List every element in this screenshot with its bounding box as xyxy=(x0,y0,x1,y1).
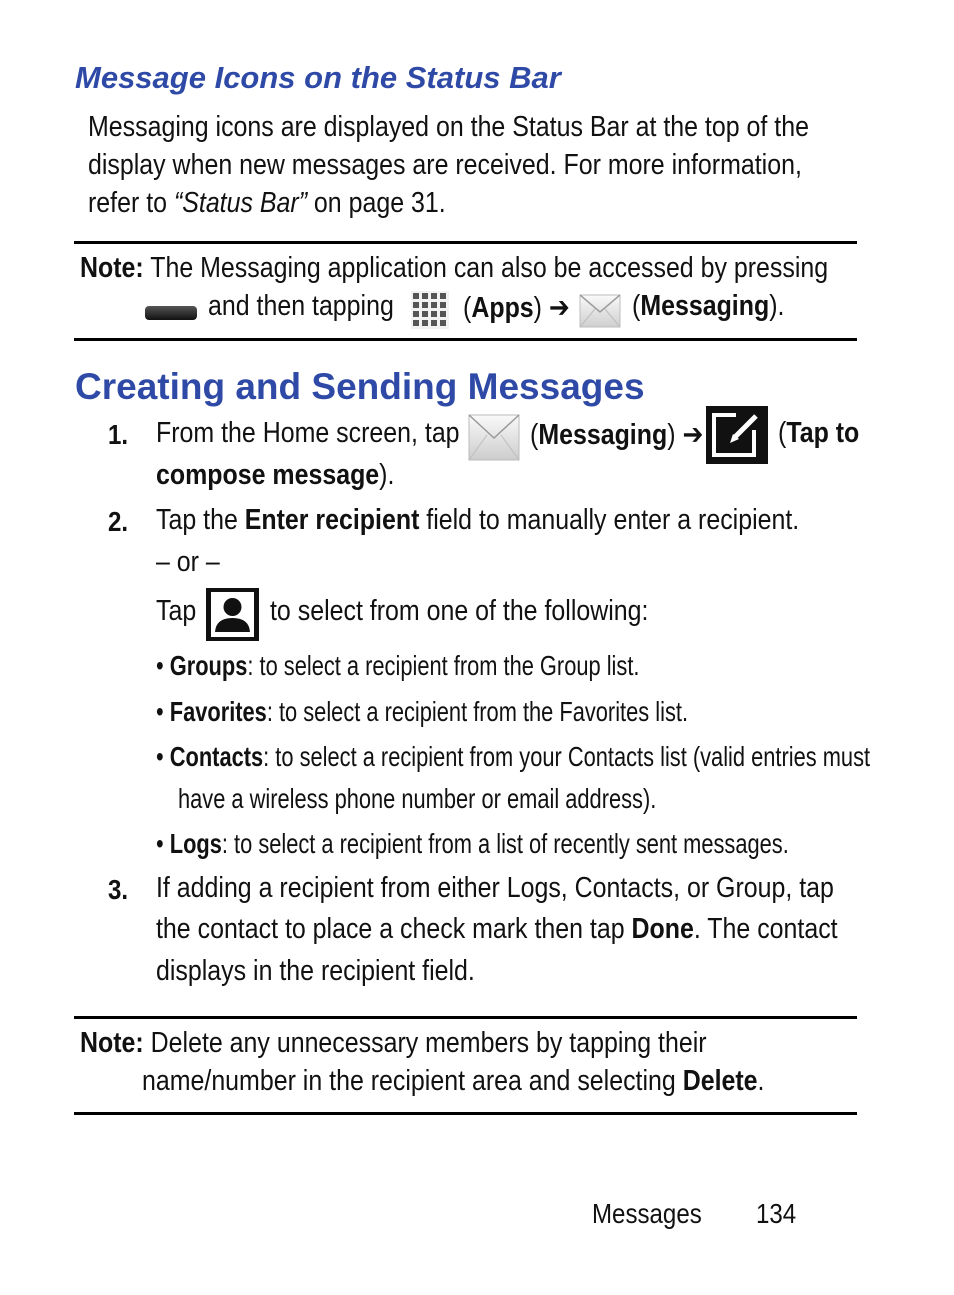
list-item-continuation: have a wireless phone number or email address). xyxy=(178,783,657,814)
list-item: • Logs: to select a recipient from a list of recently sent messages. xyxy=(156,828,789,859)
note-line: Note: The Messaging application can also be accessed by pressing xyxy=(80,252,829,284)
messaging-label: (Messaging). xyxy=(632,290,785,322)
note-top-rule xyxy=(74,241,857,244)
step-1-text: From the Home screen, tap xyxy=(156,417,460,449)
messaging-envelope-icon xyxy=(468,410,520,464)
step-number: 3. xyxy=(108,874,129,905)
menu-key-icon xyxy=(144,304,198,322)
note-bottom-rule xyxy=(74,1112,857,1115)
list-item: • Contacts: to select a recipient from your Contacts list (valid entries must xyxy=(156,741,871,772)
note-label: Note: xyxy=(80,252,144,284)
list-item: • Favorites: to select a recipient from the Favorites list. xyxy=(156,696,689,727)
step-3-text: displays in the recipient field. xyxy=(156,955,475,987)
footer-section-name: Messages xyxy=(592,1198,702,1229)
note-top-rule xyxy=(74,1016,857,1019)
compose-message-icon xyxy=(706,406,768,464)
note-line: name/number in the recipient area and selecting Delete. xyxy=(142,1065,765,1097)
page-number: 134 xyxy=(756,1198,797,1229)
messaging-label: (Messaging) ➔ xyxy=(530,419,704,451)
select-text: to select from one of the following: xyxy=(270,595,649,627)
note-line: Note: Delete any unnecessary members by tapping their xyxy=(80,1027,707,1059)
arrow-icon: ➔ xyxy=(548,292,570,324)
note-bottom-rule xyxy=(74,338,857,341)
list-item: • Groups: to select a recipient from the Group list. xyxy=(156,650,640,681)
step-3-text: the contact to place a check mark then tap Done. The contact xyxy=(156,913,838,945)
paragraph-line: Messaging icons are displayed on the Status Bar at the top of the xyxy=(88,111,809,143)
arrow-icon: ➔ xyxy=(682,419,704,451)
compose-label: (Tap to xyxy=(778,417,860,449)
step-2-text: Tap the Enter recipient field to manually enter a recipient. xyxy=(156,504,800,536)
tap-label: Tap xyxy=(156,595,197,627)
step-number: 1. xyxy=(108,419,129,450)
note-label: Note: xyxy=(80,1027,144,1059)
step-3-text: If adding a recipient from either Logs, Contacts, or Group, tap xyxy=(156,872,834,904)
status-bar-reference: “Status Bar” xyxy=(173,187,308,219)
paragraph-line: refer to “Status Bar” on page 31. xyxy=(88,187,446,219)
apps-label: (Apps) ➔ xyxy=(463,292,570,324)
compose-label-cont: compose message). xyxy=(156,459,395,491)
section-heading-status-bar-icons: Message Icons on the Status Bar xyxy=(75,60,561,95)
step-number: 2. xyxy=(108,506,129,537)
paragraph-line: display when new messages are received. For more information, xyxy=(88,149,802,181)
section-heading-creating-messages: Creating and Sending Messages xyxy=(75,366,645,407)
messaging-envelope-icon xyxy=(579,292,621,330)
or-separator: – or – xyxy=(156,546,220,578)
contact-picker-icon xyxy=(206,588,259,641)
apps-grid-icon xyxy=(411,291,449,329)
note-line-2-a: and then tapping xyxy=(208,290,394,322)
